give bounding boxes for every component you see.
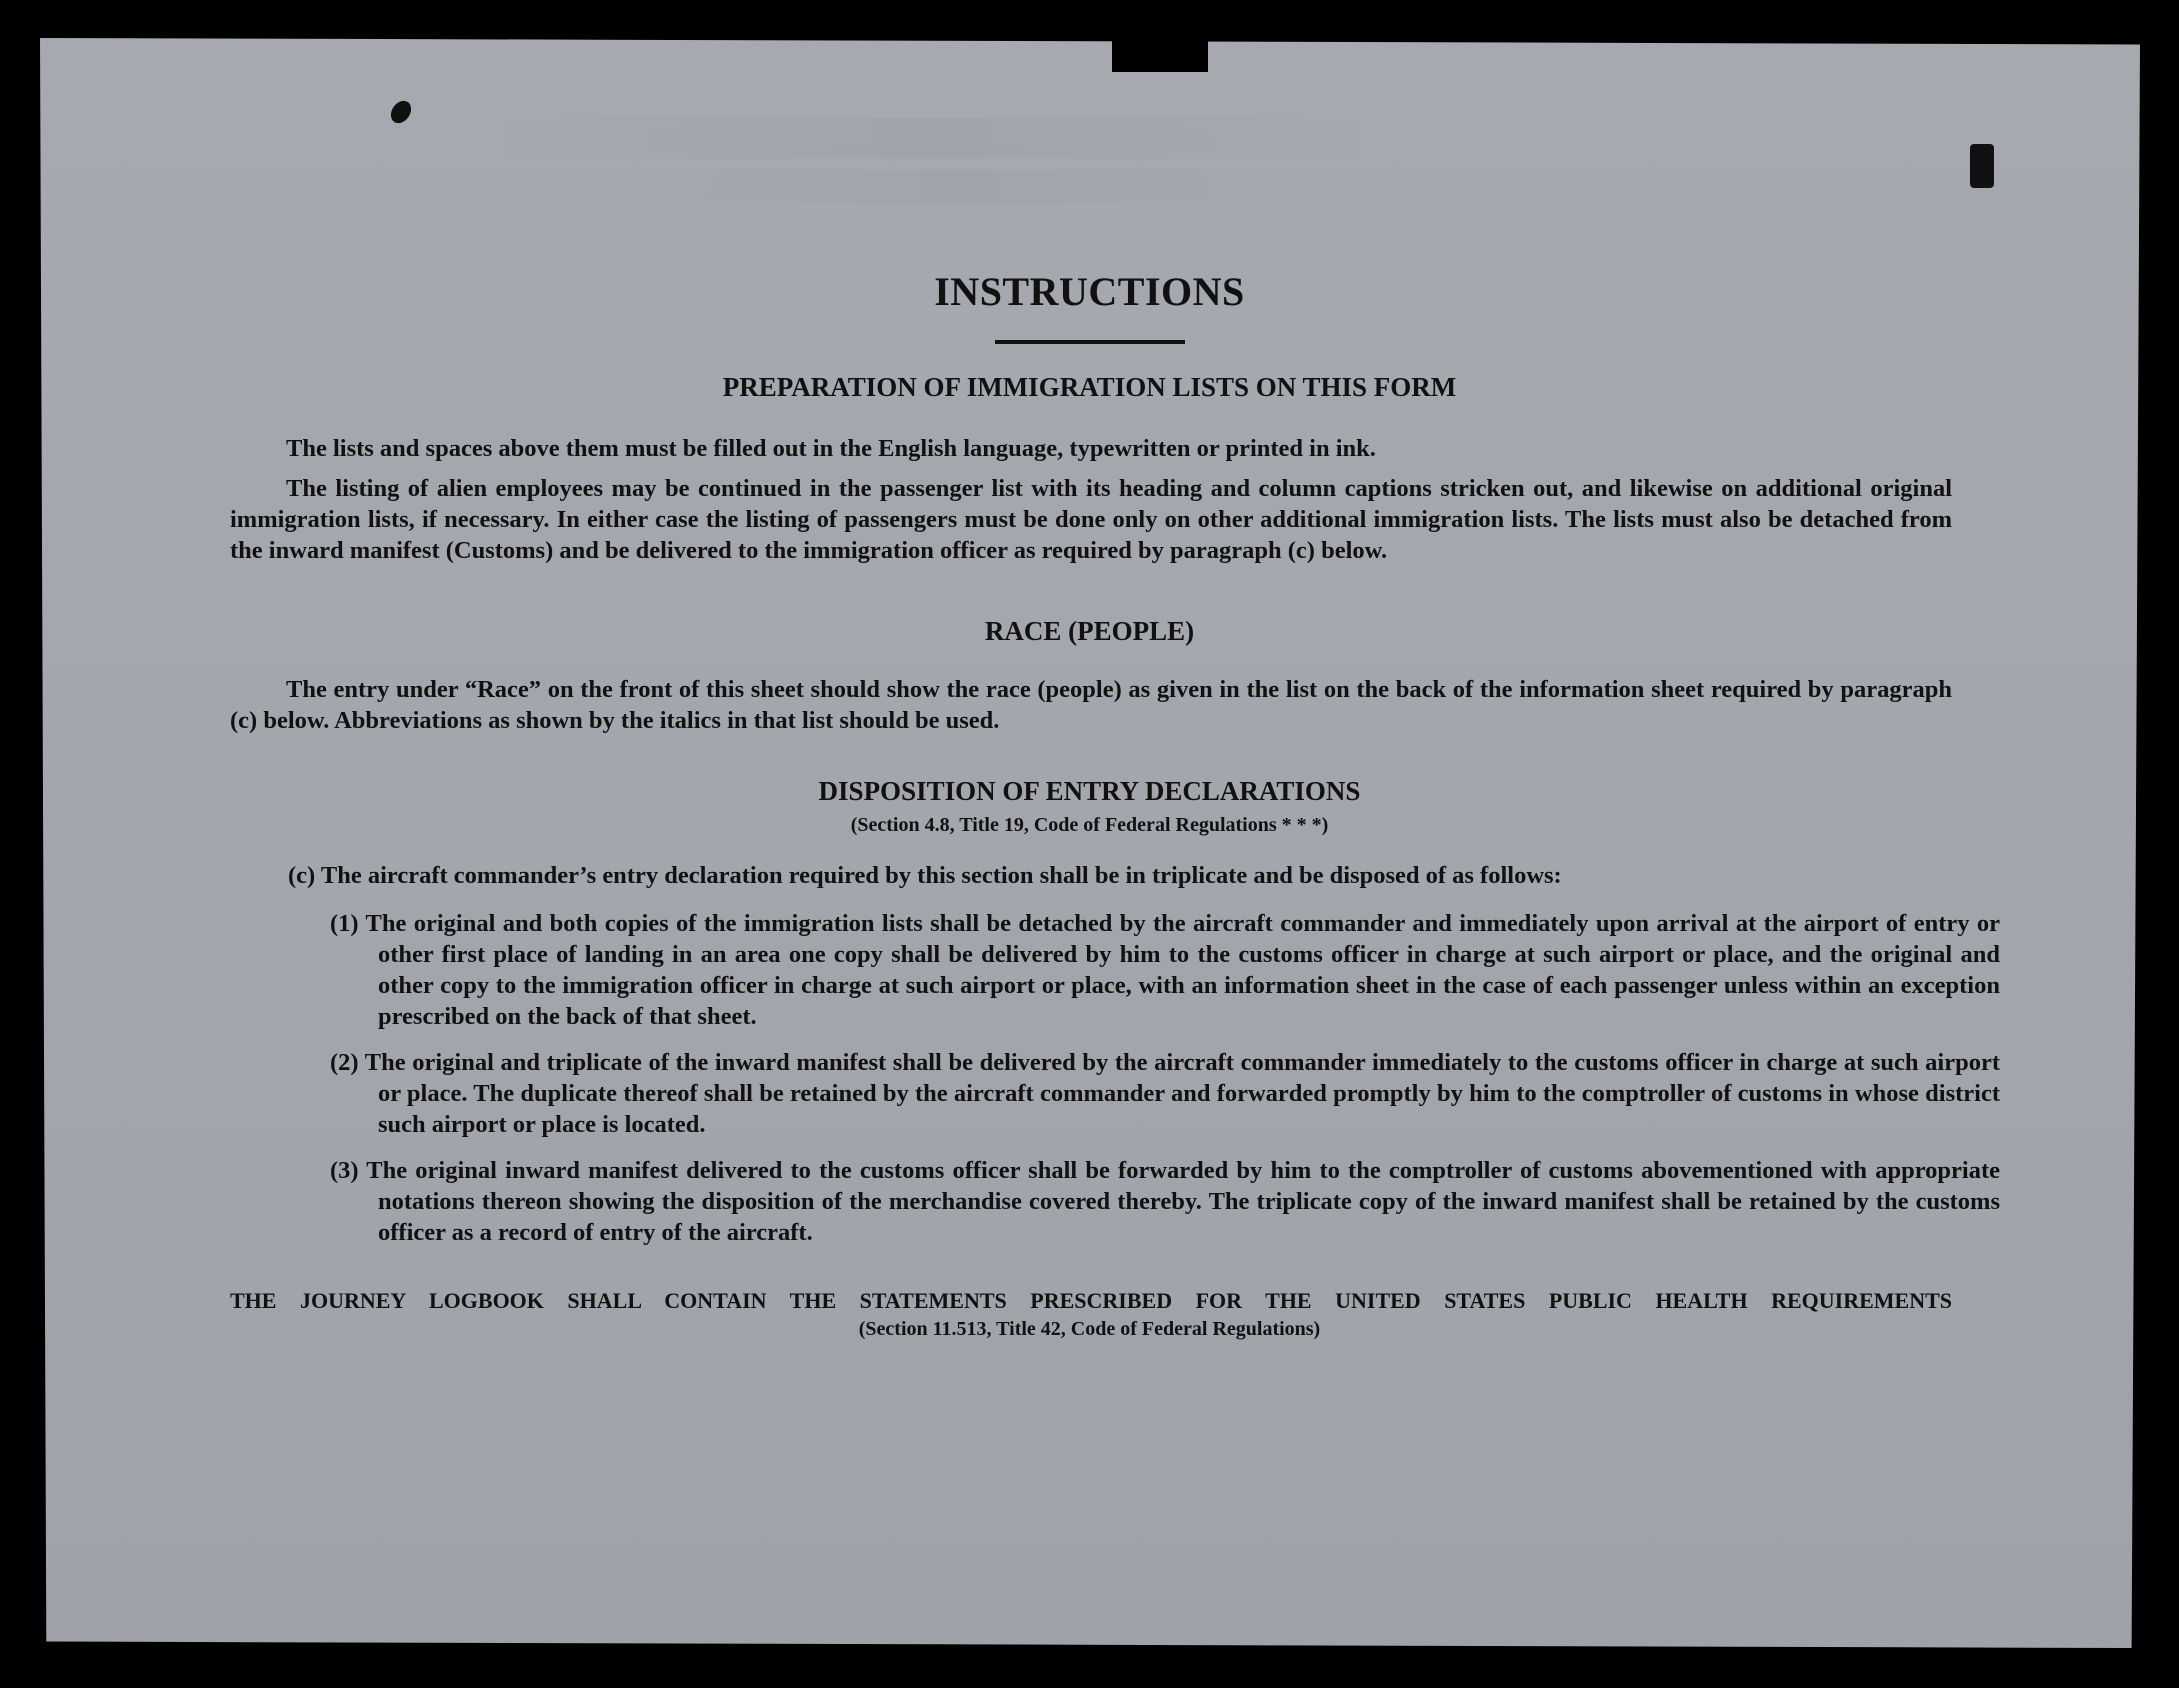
section-heading-race: RACE (PEOPLE) (984, 616, 1195, 646)
footer-citation: (Section 11.513, Title 42, Code of Federal Regulations) (858, 1318, 1321, 1340)
list-item: (1) The original and both copies of the immigration lists shall be detached by the aircraft commander and immediately upon arrival at the airport of entry or other first place of landing in an area one copy shall be delivered by him to the customs officer in charge at such airport or place, and the original and other copy to the immigration officer in charge at such airport or place, with an information sheet in the case of each passenger unless within an exception prescribed on the back of that sheet. (330, 910, 2000, 1030)
paragraph: The listing of alien employees may be continued in the passenger list with its heading and column captions stricken out, and likewise on additional original immigration lists, if necessary. In either case the listing of passengers must be done only on other additional immigration lists. The lists must also be detached from the inward manifest (Customs) and be delivered to the immigration officer as required by paragraph (c) below. (230, 475, 1952, 564)
list-item: (3) The original inward manifest delivered to the customs officer shall be forwarded by him to the comptroller of customs abovementioned with appropriate notations thereon showing the disposition of the merchandise covered thereby. The triplicate copy of the inward manifest shall be retained by the customs officer as a record of entry of the aircraft. (330, 1157, 2000, 1246)
paragraph-lead: (c) The aircraft commander’s entry declaration required by this section shall be in triplicate and be disposed of as follows: (288, 862, 1562, 889)
section-heading-preparation: PREPARATION OF IMMIGRATION LISTS ON THIS FORM (722, 372, 1457, 402)
section-subheading: (Section 4.8, Title 19, Code of Federal Regulations * * *) (850, 814, 1329, 836)
paragraph: The lists and spaces above them must be filled out in the English language, typewritten or printed in ink. (286, 435, 1376, 462)
section-heading-disposition: DISPOSITION OF ENTRY DECLARATIONS (818, 776, 1361, 806)
list-item: (2) The original and triplicate of the inward manifest shall be delivered by the aircraft commander immediately to the customs officer in charge at such airport or place. The duplicate thereof shall be retained by the aircraft commander and forwarded promptly by him to the comptroller of customs in whose district such airport or place is located. (330, 1049, 2000, 1138)
title-underline (995, 340, 1185, 344)
footer-line: THE JOURNEY LOGBOOK SHALL CONTAIN THE STATEMENTS PRESCRIBED FOR THE UNITED STATES PUBLIC HEALTH REQUIREMENTS (230, 1288, 1952, 1313)
page-title: INSTRUCTIONS (934, 269, 1245, 314)
paragraph: The entry under “Race” on the front of this sheet should show the race (people) as given in the list on the back of the information sheet required by paragraph (c) below. Abbreviations as shown by the italics in that list should be used. (230, 676, 1952, 734)
